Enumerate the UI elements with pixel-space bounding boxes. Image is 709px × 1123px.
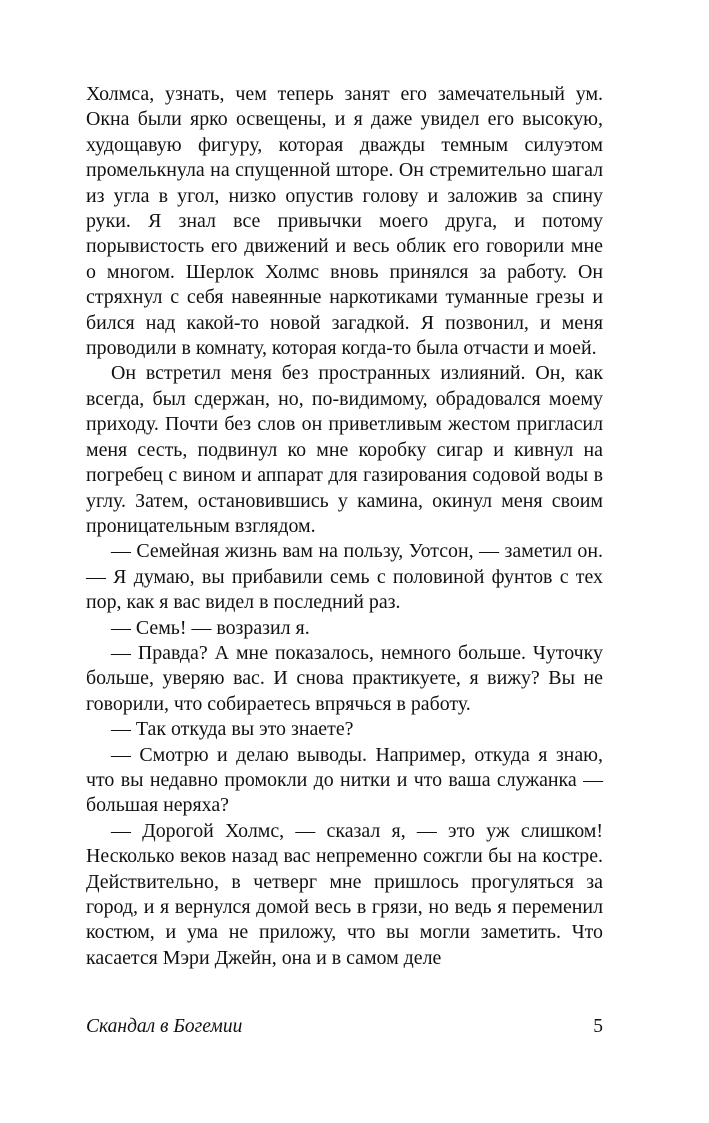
paragraph-2: Он встретил меня без пространных излияний. Он, как всегда, был сдержан, но, по-видимому, обрадовался моему приходу. Почти без слов он приветливым жестом пригласил меня сесть, подвинул ко мне коробку сигар и кивнул на погребец с вином и аппарат для газирования содовой воды в углу. Затем, остановившись у камина, окинул меня своим проницательным взглядом. (86, 362, 603, 537)
paragraph-1: Холмса, узнать, чем теперь занят его замечательный ум. Окна были ярко освещены, и я даже увидел его высокую, худощавую фигуру, которая дважды темным силуэтом промелькнула на спущенной шторе. Он стремительно шагал из угла в угол, низко опустив голову и заложив за спину руки. Я знал все привычки моего друга, и потому порывистость его движений и весь облик его говорили мне о многом. Шерлок Холмс вновь принялся за работу. Он стряхнул с себя навеянные наркотиками туманные грезы и бился над какой-то новой загадкой. Я позвонил, и меня проводили в комнату, которая когда-то была отчасти и моей. (86, 83, 603, 360)
paragraph-7: — Смотрю и делаю выводы. Например, откуда я знаю, что вы недавно промокли до нитки и что ваша служанка — большая неряха? (86, 743, 603, 817)
paragraph-5: — Правда? А мне показалось, немного больше. Чуточку больше, уверяю вас. И снова практикуете, я вижу? Вы не говорили, что собираетесь впрячься в работу. (86, 641, 603, 715)
paragraph-8: — Дорогой Холмс, — сказал я, — это уж слишком! Несколько веков назад вас непременно сожгли бы на костре. Действительно, в четверг мне пришлось прогуляться за город, и я вернулся домой весь в грязи, но ведь я переменил костюм, и ума не приложу, что вы могли заметить. Что касается Мэри Джейн, она и в самом деле (86, 819, 603, 969)
page-number: 5 (593, 1016, 603, 1037)
page-footer (86, 1015, 603, 1039)
paragraph-3: — Семейная жизнь вам на пользу, Уотсон, — заметил он. — Я думаю, вы прибавили семь с половиной фунтов с тех пор, как я вас видел в последний раз. (86, 540, 603, 614)
paragraph-6: — Так откуда вы это знаете? (111, 718, 354, 741)
running-title: Скандал в Богемии (86, 1016, 243, 1037)
page-body (86, 82, 603, 971)
paragraph-4: — Семь! — возразил я. (111, 616, 310, 639)
